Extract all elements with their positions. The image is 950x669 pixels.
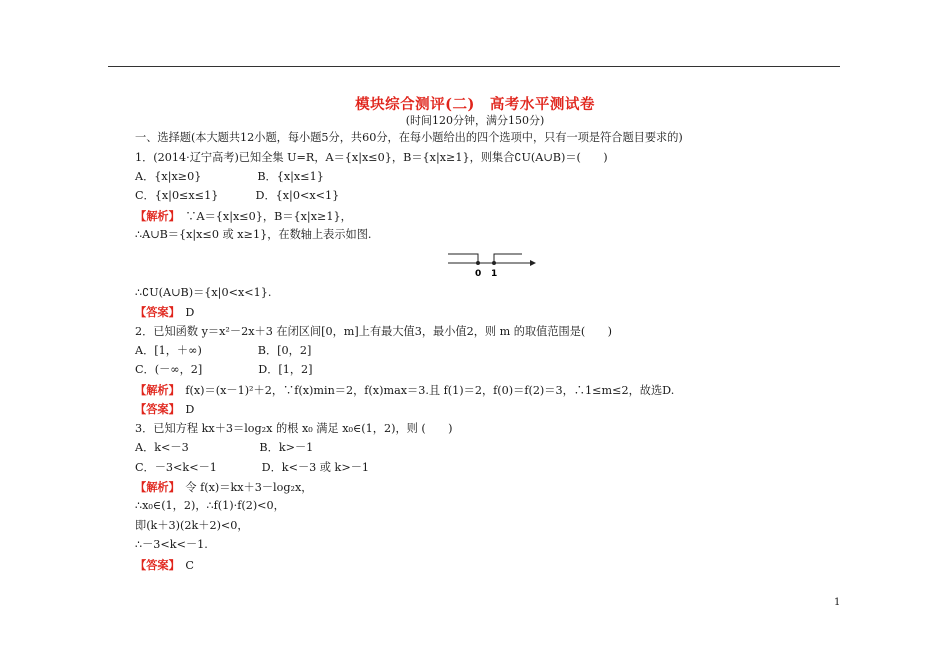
q1-analysis-2: ∴A∪B＝{x|x≤0 或 x≥1}，在数轴上表示如图.: [135, 228, 372, 241]
q2-analysis: [135, 383, 674, 398]
q2-stem: 2．已知函数 y＝x²－2x＋3 在闭区间[0，m]上有最大值3，最小值2，则 m 的取值范围是( ): [135, 325, 613, 338]
tick-label-one: 1: [491, 269, 498, 278]
q3-analysis-2: ∴x₀∈(1，2)，∴f(1)·f(2)<0，: [135, 499, 285, 512]
q2-answer: [135, 402, 194, 417]
q1-options-cd: C．{x|0≤x≤1} D．{x|0<x<1}: [135, 189, 340, 202]
section-heading: 一、选择题(本大题共12小题，每小题5分，共60分，在每小题给出的四个选项中，只有一项是符合题目要求的): [135, 131, 683, 144]
q3-options-ab: A．k<－3 B．k>－1: [135, 441, 314, 454]
q2-options-cd: C．(－∞，2] D．[1，2]: [135, 363, 313, 376]
q1-answer: [135, 305, 194, 320]
q1-analysis-text: ∵A＝{x|x≤0}，B＝{x|x≥1}，: [174, 210, 352, 223]
q2-analysis-text: f(x)＝(x－1)²＋2，∵f(x)min＝2，f(x)max＝3.且 f(1)＝2，f(0)＝f(2)＝3，∴1≤m≤2，故选D.: [174, 384, 675, 397]
q3-answer-value: C: [174, 559, 194, 572]
tick-label-zero: 0: [475, 269, 482, 278]
q3-analysis: [135, 480, 313, 495]
page-number: 1: [834, 597, 841, 608]
page-subtitle: (时间120分钟，满分150分): [405, 114, 545, 127]
q3-analysis-4: ∴－3<k<－1.: [135, 538, 208, 551]
analysis-label: 【解析】: [135, 480, 175, 494]
analysis-label: 【解析】: [135, 383, 175, 397]
number-line-figure: [446, 248, 536, 278]
axis-arrow: [530, 260, 536, 266]
point-one: [492, 261, 496, 265]
analysis-label: 【解析】: [135, 209, 175, 223]
q1-answer-value: D: [174, 306, 195, 319]
answer-label: 【答案】: [135, 558, 175, 572]
q1-options-ab: A．{x|x≥0} B．{x|x≤1}: [135, 170, 324, 183]
q3-options-cd: C．－3<k<－1 D．k<－3 或 k>－1: [135, 461, 370, 474]
q2-options-ab: A．[1，＋∞) B．[0，2]: [135, 344, 312, 357]
q3-analysis-3: 即(k＋3)(2k＋2)<0，: [135, 519, 249, 532]
q1-analysis-3: ∴∁U(A∪B)＝{x|0<x<1}.: [135, 286, 272, 299]
q1-stem: 1．(2014·辽宁高考)已知全集 U=R，A＝{x|x≤0}，B＝{x|x≥1}，则集合∁U(A∪B)＝( ): [135, 151, 608, 164]
interval-right: [494, 254, 522, 263]
q3-analysis-text: 令 f(x)＝kx＋3－log₂x，: [174, 481, 313, 494]
answer-label: 【答案】: [135, 402, 175, 416]
q3-stem: 3．已知方程 kx＋3＝log₂x 的根 x₀ 满足 x₀∈(1，2)，则 ( ): [135, 422, 453, 435]
q3-answer: [135, 558, 194, 573]
answer-label: 【答案】: [135, 305, 175, 319]
header-rule: [108, 66, 840, 67]
interval-left: [448, 254, 478, 263]
q2-answer-value: D: [174, 403, 195, 416]
point-zero: [476, 261, 480, 265]
q1-analysis: [135, 209, 352, 224]
page-title: 模块综合测评(二) 高考水平测试卷: [355, 96, 595, 113]
